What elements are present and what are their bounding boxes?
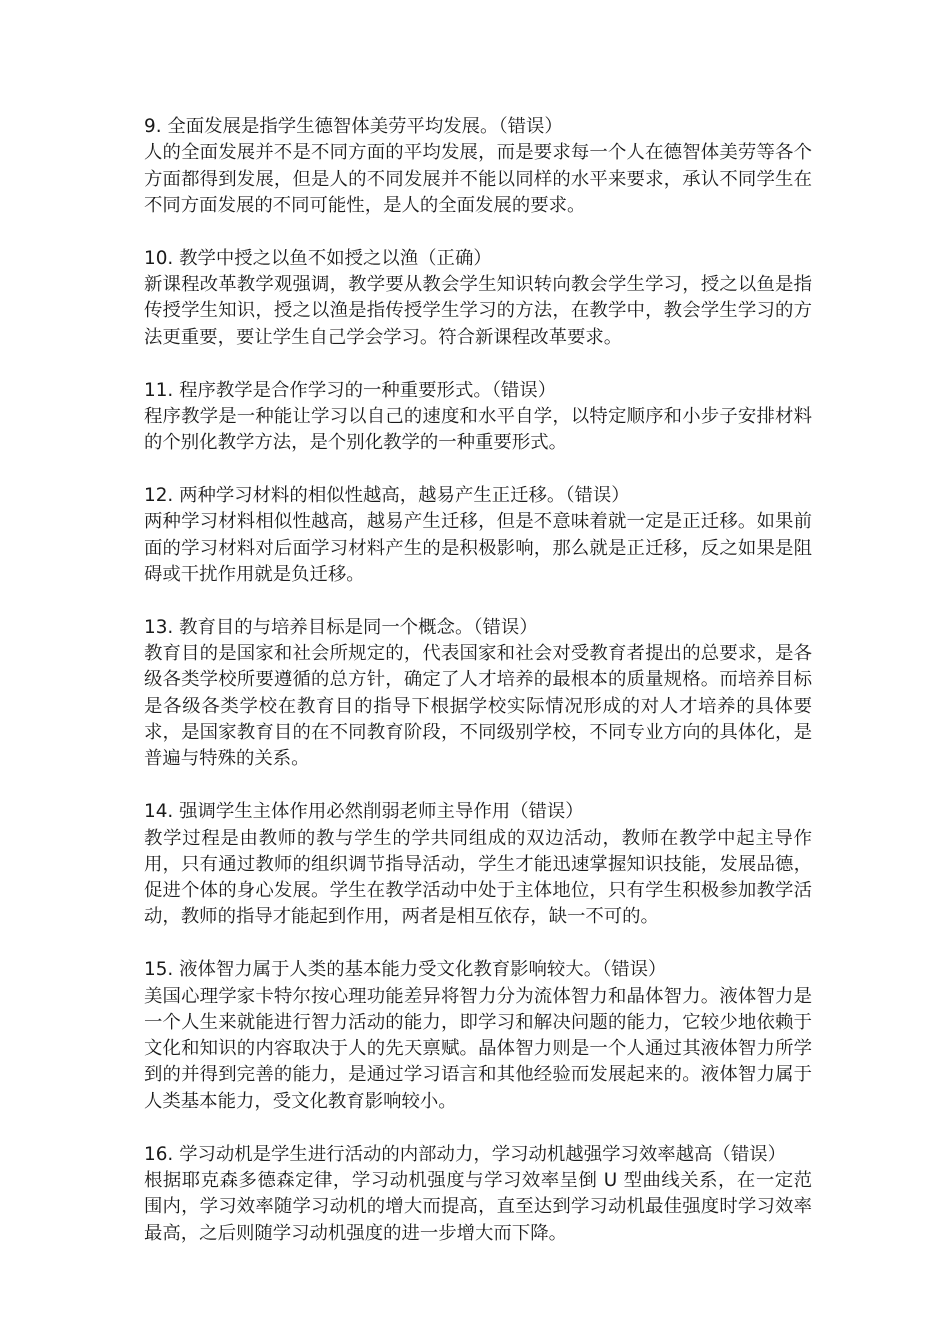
answer-16: 根据耶克森多德森定律，学习动机强度与学习效率呈倒 U 型曲线关系，在一定范围内，学习效率随学习动机的增大而提高，直至达到学习动机最佳强度时学习效率最高，之后则随学习动机强度的进一步增大而下降。 xyxy=(144,1169,812,1244)
question-12: 12. 两种学习材料的相似性越高，越易产生正迁移。（错误） xyxy=(144,485,630,507)
qa-item-13 xyxy=(144,615,812,773)
question-14: 14. 强调学生主体作用必然削弱老师主导作用（错误） xyxy=(144,801,584,823)
answer-10: 新课程改革教学观强调，教学要从教会学生知识转向教会学生学习，授之以鱼是指传授学生知识，授之以渔是指传授学生学习的方法，在教学中，教会学生学习的方法更重要，要让学生自己学会学习。符合新课程改革要求。 xyxy=(144,274,812,348)
question-16: 16. 学习动机是学生进行活动的内部动力，学习动机越强学习效率越高（错误） xyxy=(144,1143,786,1165)
question-11: 11. 程序教学是合作学习的一种重要形式。（错误） xyxy=(144,379,557,401)
qa-item-9 xyxy=(144,114,812,219)
question-9: 9. 全面发展是指学生德智体美劳平均发展。（错误） xyxy=(144,116,563,137)
document-page xyxy=(144,114,812,1273)
qa-item-14 xyxy=(144,799,812,930)
answer-9: 人的全面发展并不是不同方面的平均发展，而是要求每一个人在德智体美劳等各个方面都得到发展，但是人的不同发展并不能以同样的水平来要求，承认不同学生在不同方面发展的不同可能性，是人的全面发展的要求。 xyxy=(144,142,812,216)
answer-12: 两种学习材料相似性越高，越易产生迁移，但是不意味着就一定是正迁移。如果前面的学习材料对后面学习材料产生的是积极影响，那么就是正迁移，反之如果是阻碍或干扰作用就是负迁移。 xyxy=(144,511,812,585)
question-10: 10. 教学中授之以鱼不如授之以渔（正确） xyxy=(144,247,492,269)
answer-13: 教育目的是国家和社会所规定的，代表国家和社会对受教育者提出的总要求，是各级各类学校所要遵循的总方针，确定了人才培养的最根本的质量规格。而培养目标是各级各类学校在教育目的指导下根据学校实际情况形成的对人才培养的具体要求，是国家教育目的在不同教育阶段，不同级别学校，不同专业方向的具体化，是普遍与特殊的关系。 xyxy=(144,643,812,770)
answer-14: 教学过程是由教师的教与学生的学共同组成的双边活动，教师在教学中起主导作用，只有通过教师的组织调节指导活动，学生才能迅速掌握知识技能，发展品德，促进个体的身心发展。学生在教学活动中处于主体地位，只有学生积极参加教学活动，教师的指导才能起到作用，两者是相互依存，缺一不可的。 xyxy=(144,827,812,928)
qa-item-11 xyxy=(144,378,812,457)
qa-item-15 xyxy=(144,957,812,1115)
qa-item-10 xyxy=(144,246,812,351)
answer-11: 程序教学是一种能让学习以自己的速度和水平自学，以特定顺序和小步子安排材料的个别化教学方法，是个别化教学的一种重要形式。 xyxy=(144,405,812,454)
answer-15: 美国心理学家卡特尔按心理功能差异将智力分为流体智力和晶体智力。液体智力是一个人生来就能进行智力活动的能力，即学习和解决问题的能力，它较少地依赖于文化和知识的内容取决于人的先天禀赋。晶体智力则是一个人通过其液体智力所学到的并得到完善的能力，是通过学习语言和其他经验而发展起来的。液体智力属于人类基本能力，受文化教育影响较小。 xyxy=(144,985,812,1112)
qa-item-16 xyxy=(144,1142,812,1247)
qa-item-12 xyxy=(144,483,812,588)
question-15: 15. 液体智力属于人类的基本能力受文化教育影响较大。（错误） xyxy=(144,959,667,981)
question-13: 13. 教育目的与培养目标是同一个概念。（错误） xyxy=(144,616,538,638)
